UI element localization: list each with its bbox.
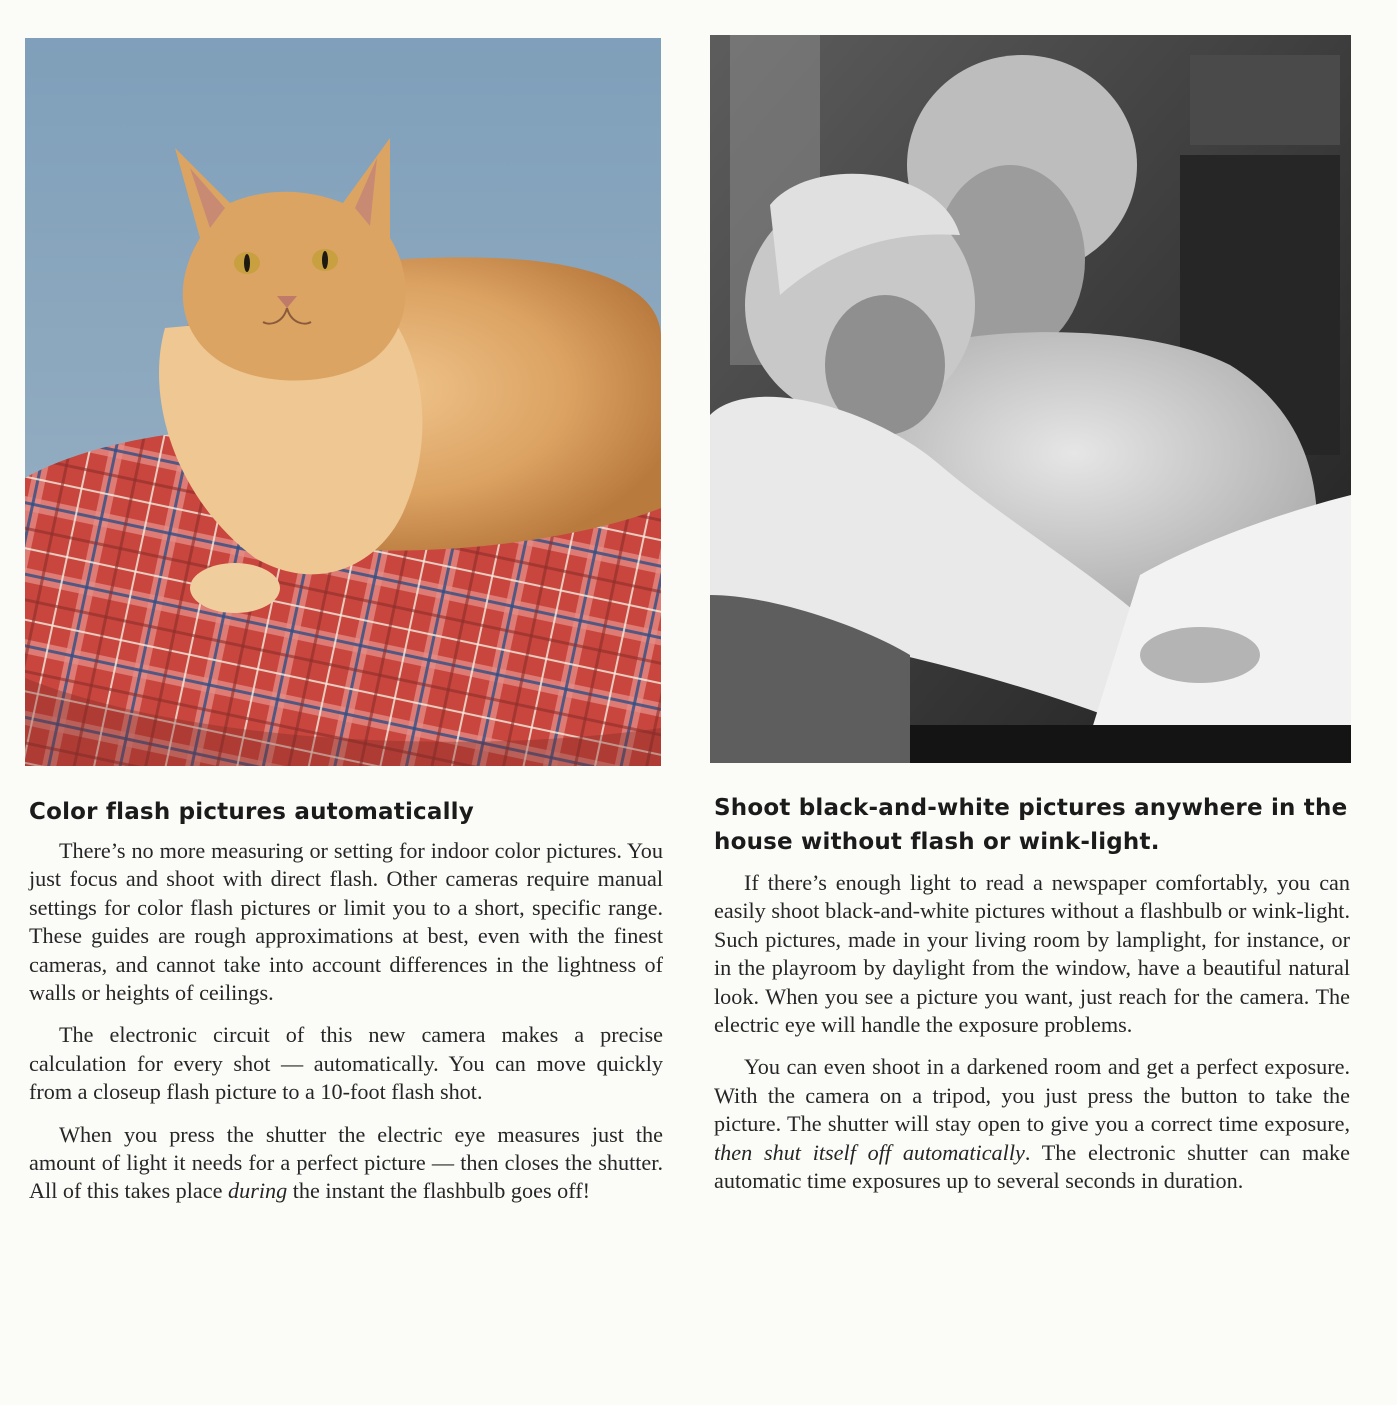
right-heading: Shoot black-and-white pictures anywhere in the house without flash or wink-light. [714, 795, 1348, 855]
left-text-column [29, 795, 663, 1220]
left-paragraph-3-before: When you press the shutter the electric eye measures just the amount of light it needs for a perfect picture — then closes the shutter. All of this takes place [29, 1121, 663, 1204]
left-heading: Color flash pictures automatically [29, 799, 474, 825]
right-paragraph-2 [714, 1053, 1350, 1195]
woman-and-boy-illustration [710, 35, 1351, 763]
left-paragraph-3 [29, 1121, 663, 1206]
cat-illustration [25, 38, 661, 766]
left-paragraph-2: The electronic circuit of this new camera makes a precise calculation for every shot — automatically. You can move quickly from a closeup flash picture to a 10-foot flash shot. [29, 1022, 663, 1105]
left-paragraph-3-after: the instant the flashbulb goes off! [287, 1178, 590, 1204]
woman-and-boy-photo [710, 35, 1351, 763]
cat-photo [25, 38, 661, 766]
right-paragraph-1: If there’s enough light to read a newspaper comfortably, you can easily shoot black-and-white pictures without a flashbulb or wink-light. Such pictures, made in your living room by lamplight, for instance, or in the playroom by daylight from the window, have a beautiful natural look. When you see a picture you want, just reach for the camera. The electric eye will handle the exposure problems. [714, 870, 1350, 1038]
right-paragraph-2-emphasis: then shut itself off automatically [714, 1139, 1025, 1165]
right-text-column [714, 791, 1350, 1209]
right-paragraph-2-after: . The electronic shutter can make automatic time exposures up to several seconds in duration. [714, 1139, 1350, 1194]
right-paragraph-2-before: You can even shoot in a darkened room and get a perfect exposure. With the camera on a tripod, you just press the button to take the picture. The shutter will stay open to give you a correct time exposure, [714, 1054, 1350, 1137]
left-paragraph-1: There’s no more measuring or setting for indoor color pictures. You just focus and shoot with direct flash. Other cameras require manual settings for color flash pictures or limit you to a short, specific range. These guides are rough approximations at best, even with the finest cameras, and cannot take into account differences in the lightness of walls or heights of ceilings. [29, 838, 663, 1006]
left-paragraph-3-emphasis: during [228, 1178, 288, 1204]
